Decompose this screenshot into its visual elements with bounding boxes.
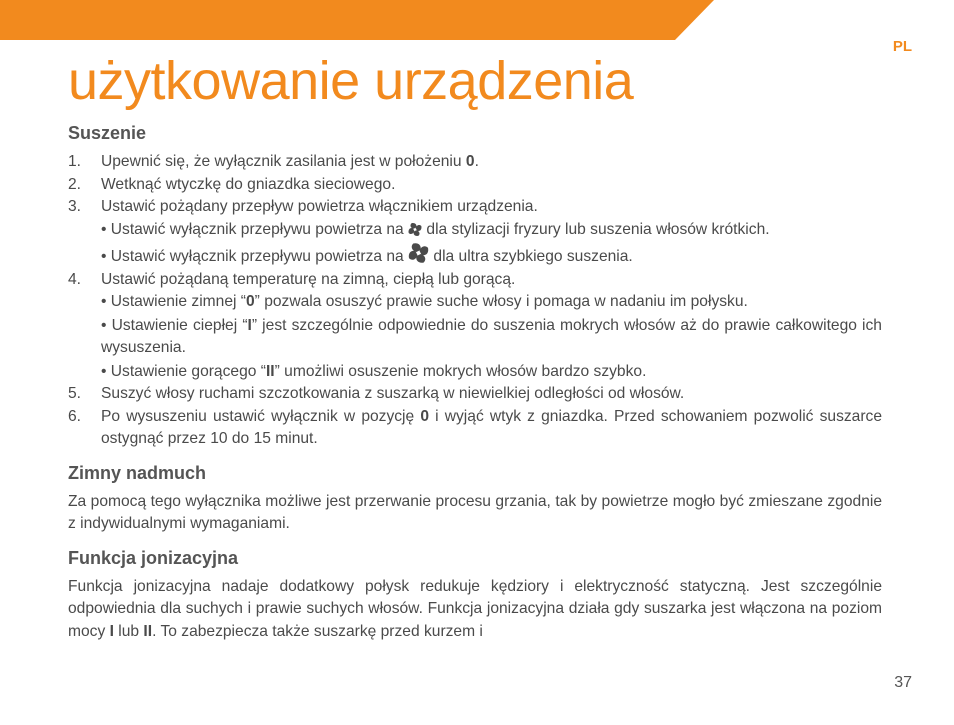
- sub-text: • Ustawienie zimnej “: [101, 293, 246, 310]
- section-heading-drying: Suszenie: [68, 123, 147, 143]
- step-number: 3.: [68, 198, 82, 215]
- ionization-text-part: lub: [113, 622, 144, 640]
- step-number: 6.: [68, 407, 82, 425]
- sub-item-airflow-low: [101, 219, 882, 242]
- language-label: PL: [892, 38, 912, 55]
- sub-text: • Ustawienie ciepłej “: [101, 316, 248, 334]
- content: [68, 121, 882, 643]
- sub-text-end: ” pozwala osuszyć prawie suche włosy i pomaga w nadaniu im połysku.: [254, 293, 748, 310]
- sub-text-end: dla ultra szybkiego suszenia.: [429, 248, 633, 265]
- sub-text-end: ” jest szczególnie odpowiednie do suszenia mokrych włosów aż do prawie całkowitego ich wysuszenia.: [101, 316, 882, 356]
- step-text: Ustawić pożądany przepływ powietrza włącznikiem urządzenia.: [101, 198, 538, 215]
- step-5: [68, 383, 882, 406]
- step-text: Wetknąć wtyczkę do gniazdka sieciowego.: [101, 175, 396, 193]
- step-4: [68, 269, 882, 384]
- fan-large-icon: [408, 242, 429, 264]
- sub-item-cold: [101, 291, 882, 314]
- drying-steps: [68, 151, 882, 451]
- sub-item-warm: [101, 315, 882, 360]
- orange-header-bar: [0, 0, 954, 40]
- setting-value: 0: [245, 293, 255, 310]
- ionization-text-part: . To zabezpiecza także suszarkę przed kurzem i: [152, 622, 483, 640]
- step-3: [68, 196, 882, 269]
- fan-small-icon: [408, 222, 422, 237]
- sub-text: • Ustawienie gorącego “: [101, 362, 266, 380]
- sub-text: • Ustawić wyłącznik przepływu powietrza na: [101, 220, 409, 238]
- step-1: [68, 151, 882, 174]
- ionization-text: [68, 576, 882, 644]
- sub-text-end: dla stylizacji fryzury lub suszenia włosów krótkich.: [422, 220, 770, 238]
- sub-text-end: ” umożliwi osuszenie mokrych włosów bardzo szybko.: [274, 362, 647, 380]
- step-text: Upewnić się, że wyłącznik zasilania jest w położeniu: [101, 153, 466, 170]
- step-number: 2.: [68, 175, 82, 193]
- step-number: 5.: [68, 385, 82, 402]
- step-text: Po wysuszeniu ustawić wyłącznik w pozycję: [101, 407, 421, 425]
- step-2: [68, 174, 882, 197]
- setting-value: II: [265, 362, 275, 380]
- step-number: 4.: [68, 270, 82, 288]
- page-number: 37: [894, 674, 912, 691]
- cold-shot-text: Za pomocą tego wyłącznika możliwe jest przerwanie procesu grzania, tak by powietrze mogło być zmieszane zgodnie z indywidualnymi wymaganiami.: [68, 492, 882, 532]
- setting-value: 0: [420, 407, 430, 425]
- ionization-text-part: Funkcja jonizacyjna nadaje dodatkowy połysk redukuje kędziory i elektryczność statyczną. Jest szczególnie odpowiednia dla suchych i prawie suchych włosów. Funkcja jonizacyjna działa gdy suszarka jest włączona na poziom mocy: [68, 577, 882, 640]
- section-heading-ionization: Funkcja jonizacyjna: [68, 547, 239, 568]
- power-level-value: I: [109, 622, 114, 640]
- step-number: 1.: [68, 153, 82, 170]
- step-text-end: i wyjąć wtyk z gniazdka. Przed schowaniem pozwolić suszarce ostygnąć przez 10 do 15 minut.: [101, 407, 882, 447]
- setting-value: I: [247, 316, 252, 334]
- page-title: użytkowanie urządzenia: [68, 51, 634, 111]
- step-text: Ustawić pożądaną temperaturę na zimną, ciepłą lub gorącą.: [101, 270, 516, 288]
- power-level-value: II: [143, 622, 153, 640]
- section-heading-cold-shot: Zimny nadmuch: [68, 462, 207, 483]
- sub-item-hot: [101, 361, 882, 384]
- setting-value: 0: [465, 153, 475, 170]
- step-6: [68, 406, 882, 451]
- step-text: Suszyć włosy ruchami szczotkowania z suszarką w niewielkiej odległości od włosów.: [101, 385, 685, 402]
- step-text-end: .: [474, 153, 479, 170]
- sub-text: • Ustawić wyłącznik przepływu powietrza na: [101, 248, 409, 265]
- sub-item-airflow-high: [101, 242, 882, 269]
